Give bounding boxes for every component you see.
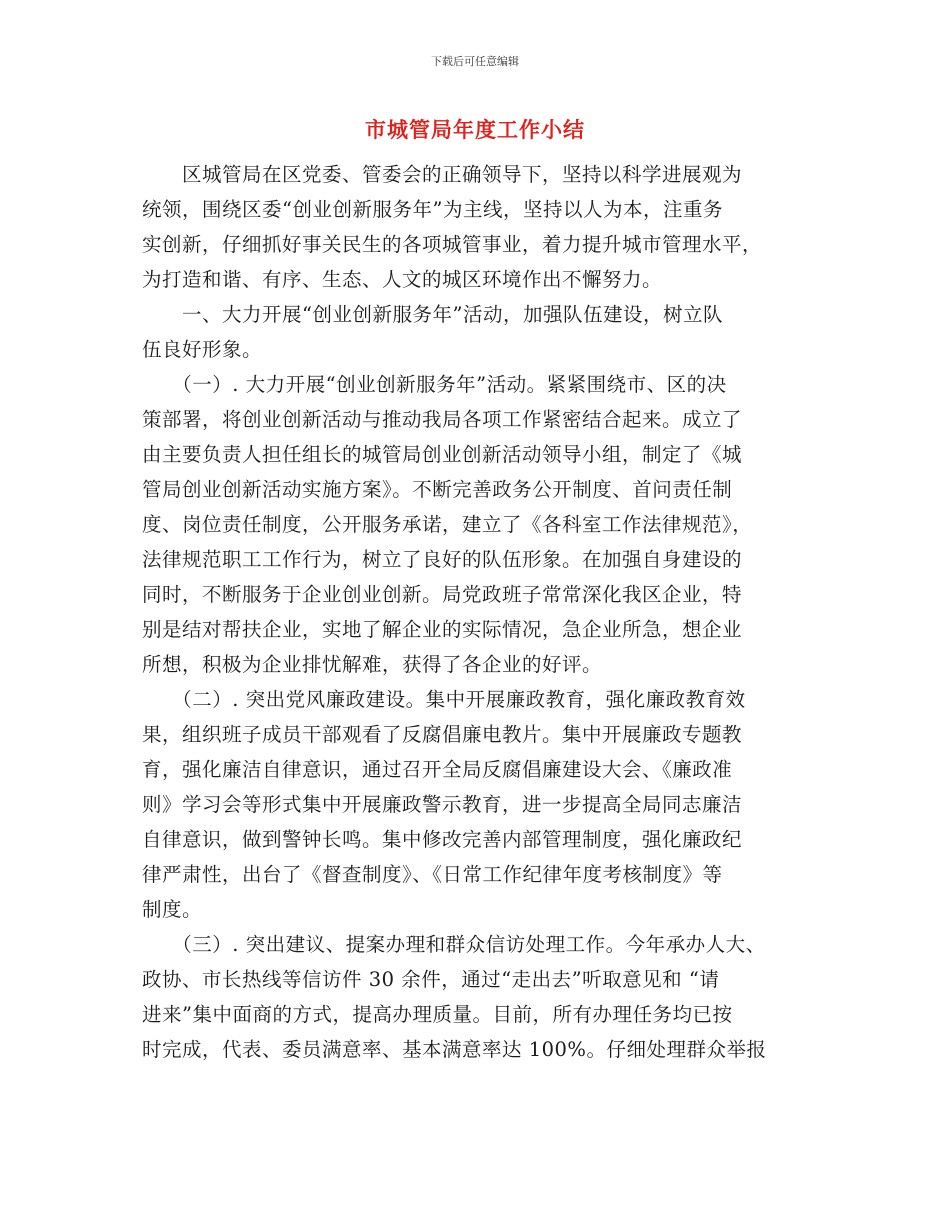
text-line: 由主要负责人担任组长的城管局创业创新活动领导小组，制定了《城 [142,443,743,466]
text-line: 度、岗位责任制度，公开服务承诺，建立了《各科室工作法律规范》， [142,513,753,536]
text-line: （二）. 突出党风廉政建设。集中开展廉政教育，强化廉政教育效 [142,688,746,711]
document-body [142,160,812,1070]
text-line: 则》学习会等形式集中开展廉政警示教育，进一步提高全局同志廉洁 [142,793,743,816]
text-line: 别是结对帮扶企业，实地了解企业的实际情况，急企业所急，想企业 [142,618,743,641]
text-line: 自律意识，做到警钟长鸣。集中修改完善内部管理制度，强化廉政纪 [142,828,743,851]
text-line: （一）. 大力开展“创业创新服务年”活动。紧紧围绕市、区的决 [142,373,727,396]
page-header-note: 下载后可任意编辑 [431,55,519,68]
text-line: 管局创业创新活动实施方案》。不断完善政务公开制度、首问责任制 [142,478,733,501]
text-line: 律严肃性，出台了《督查制度》、《日常工作纪律年度考核制度》等 [142,863,723,886]
text-line: （三）. 突出建议、提案办理和群众信访处理工作。今年承办人大、 [142,933,766,956]
text-line: 同时，不断服务于企业创业创新。局党政班子常常深化我区企业，特 [142,583,743,606]
section-heading-line: 伍良好形象。 [142,338,263,361]
section-heading-line: 一、大力开展“创业创新服务年”活动，加强队伍建设，树立队 [142,303,723,326]
text-line: 为打造和谐、有序、生态、人文的城区环境作出不懈努力。 [142,268,663,291]
text-line: 策部署，将创业创新活动与推动我局各项工作紧密结合起来。成立了 [142,408,743,431]
text-line: 统领，围绕区委“创业创新服务年”为主线，坚持以人为本，注重务 [142,198,723,221]
text-line: 法律规范职工工作行为，树立了良好的队伍形象。在加强自身建设的 [142,548,743,571]
text-line: 政协、市长热线等信访件 30 余件，通过“走出去”听取意见和 “请 [142,968,720,991]
text-line: 所想，积极为企业排忧解难，获得了各企业的好评。 [142,653,603,676]
text-line: 果，组织班子成员干部观看了反腐倡廉电教片。集中开展廉政专题教 [142,723,743,746]
text-line: 育，强化廉洁自律意识，通过召开全局反腐倡廉建设大会、《廉政准 [142,758,733,781]
text-line: 时完成，代表、委员满意率、基本满意率达 100%。仔细处理群众举报 [142,1038,767,1061]
text-line: 制度。 [142,898,203,921]
text-line: 区城管局在区党委、管委会的正确领导下，坚持以科学进展观为 [142,163,743,186]
text-line: 实创新，仔细抓好事关民生的各项城管事业，着力提升城市管理水平， [142,233,763,256]
document-title: 市城管局年度工作小结 [365,117,585,142]
text-line: 进来”集中面商的方式，提高办理质量。目前，所有办理任务均已按 [142,1003,733,1026]
